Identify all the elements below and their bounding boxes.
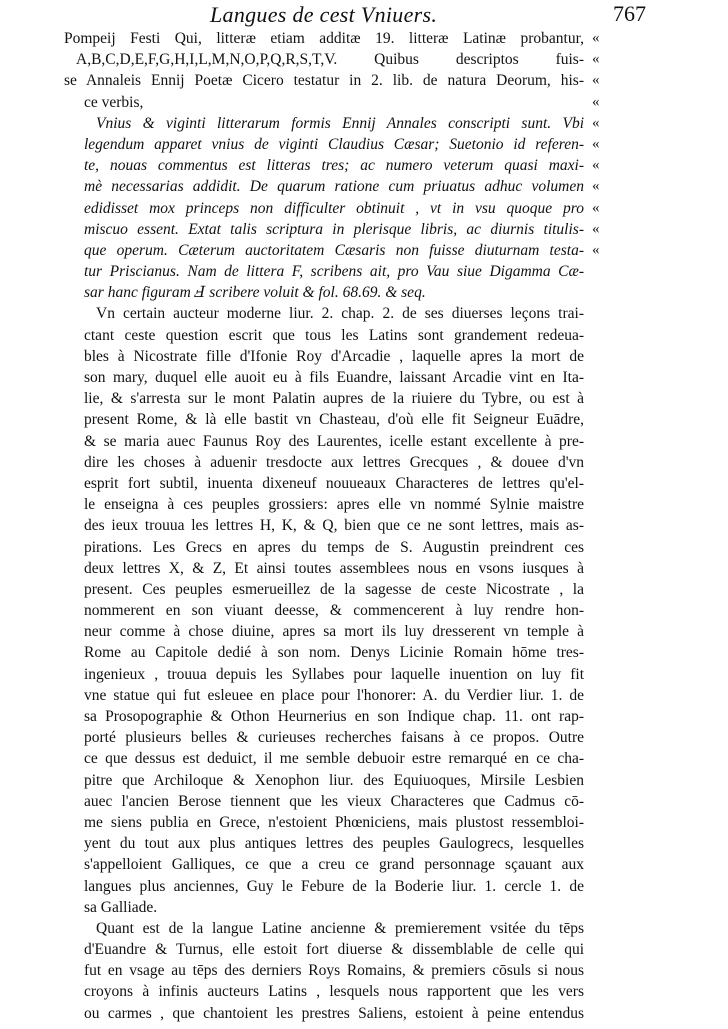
margin-mark: « bbox=[592, 241, 600, 258]
text-line: pirations. Les Grecs en apres du temps de S. Augustin preindrent ces bbox=[84, 538, 584, 556]
text-line: A,B,C,D,E,F,G,H,I,L,M,N,O,P,Q,R,S,T,V. Quibus descriptos fuis- bbox=[76, 51, 584, 69]
text-line: yent du tout aux plus antiques lettres des peuples Gaulogrecs, lesquelles bbox=[84, 835, 584, 853]
margin-mark: « bbox=[592, 114, 600, 131]
margin-mark: « bbox=[592, 220, 600, 237]
margin-mark: « bbox=[592, 72, 600, 89]
text-line: fut en vsage au tēps des derniers Roys Romains, & premiers cōsuls si nous bbox=[84, 962, 584, 980]
text-line: auec l'ancien Berose tiennent que les vieux Characteres que Cadmus cō- bbox=[84, 792, 584, 810]
text-line: que operum. Cæterum auctoritatem Cæsaris non fuisse diuturnam testa- bbox=[84, 241, 584, 259]
text-line: ingenieux , trouua depuis les Syllabes pour laquelle inuention on luy fit bbox=[84, 665, 584, 683]
text-line: Quant est de la langue Latine ancienne & premierement vsitée du tēps bbox=[96, 919, 584, 937]
margin-mark: « bbox=[592, 93, 600, 110]
margin-mark: « bbox=[592, 135, 600, 152]
text-line: nommerent en son viuant deesse, & commencerent à luy rendre hon- bbox=[84, 602, 584, 620]
text-line: vne statue qui fut esleuee en place pour l'honorer: A. du Verdier liur. 1. de bbox=[84, 686, 584, 704]
text-line: te, nouas commentus est litteras tres; ac numero veterum quasi maxi- bbox=[84, 157, 584, 175]
text-line: ctant ceste question escrit que tous les Latins sont grandement redeua- bbox=[84, 326, 584, 344]
text-line: ce verbis, bbox=[84, 93, 144, 111]
page-number: 767 bbox=[613, 1, 646, 26]
text-line: Vn certain aucteur moderne liur. 2. chap. 2. de ses diuerses leçons trai- bbox=[96, 305, 584, 323]
text-line: langues plus anciennes, Guy le Febure de la Boderie liur. 1. cercle 1. de bbox=[84, 877, 584, 895]
text-line: porté plusieurs belles & curieuses recherches faisans à ce propos. Outre bbox=[84, 729, 584, 747]
text-line: edidisset mox princeps non difficulter obtinuit , vt in vsu quoque pro bbox=[84, 199, 584, 217]
text-line: son mary, duquel elle auoit eu à fils Euandre, laissant Arcadie vint en Ita- bbox=[84, 369, 584, 386]
text-line: se Annaleis Ennij Poetæ Cicero testatur in 2. lib. de natura Deorum, his- bbox=[64, 72, 584, 90]
text-column bbox=[64, 28, 584, 1024]
text-line: Pompeij Festi Qui, litteræ etiam additæ 19. litteræ Latinæ probantur, bbox=[64, 30, 584, 47]
text-line: sa Prosopographie & Othon Heurnerius en son Indique chap. 11. ont rap- bbox=[84, 708, 584, 725]
text-line: miscuo essent. Extat talis scriptura in plerisque libris, ac diurnis titulis- bbox=[84, 220, 584, 238]
text-line: present Rome, & là elle bastit vn Chasteau, d'où elle fit Seigneur Euādre, bbox=[84, 411, 584, 429]
text-line: pitre que Archiloque & Xenophon liur. des Equiuoques, Mirsile Lesbien bbox=[84, 771, 584, 789]
text-line: le enseigna à ces peuples grossiers: apres elle vn nommé Sylnie maistre bbox=[84, 496, 584, 514]
margin-mark: « bbox=[592, 30, 600, 46]
margin-mark: « bbox=[592, 178, 600, 195]
text-line: sar hanc figuram Ⅎ scribere voluit & fol. 68.69. & seq. bbox=[84, 284, 426, 302]
text-line: neur comme à chose diuine, apres sa mort ils luy dresserent vn temple à bbox=[84, 623, 584, 641]
text-line: Vnius & viginti litterarum formis Ennij Annales conscripti sunt. Vbi bbox=[96, 114, 584, 132]
text-line: ou carmes , que chantoient les prestres Saliens, estoient à peine entendus bbox=[84, 1004, 584, 1022]
text-line: me siens publia en Grece, n'estoient Phœniciens, mais plustost ressembloi- bbox=[84, 813, 584, 831]
running-head: Langues de cest Vniuers. bbox=[210, 2, 438, 27]
text-line: legendum apparet vnius de viginti Claudius Cæsar; Suetonio id referen- bbox=[84, 135, 584, 153]
text-line: croyons à infinis aucteurs Latins , lesquels nous rapportent que les vers bbox=[84, 983, 584, 1001]
text-line: lie, & s'arresta sur le mont Palatin aupres de la riuiere du Tybre, ou est à bbox=[84, 390, 584, 408]
margin-quotation-marks bbox=[592, 28, 612, 261]
margin-mark: « bbox=[592, 157, 600, 174]
text-line: esprit fort subtil, inuenta dixeneuf nouueaux Characteres de lettres qu'el- bbox=[84, 474, 584, 492]
text-line: sa Galliade. bbox=[84, 898, 158, 916]
text-line: tur Priscianus. Nam de littera F, scribens ait, pro Vau siue Digamma Cæ- bbox=[84, 263, 584, 281]
margin-mark: « bbox=[592, 51, 600, 68]
text-line: ce que dessus est deduict, il me semble debuoir estre remarqué en ce cha- bbox=[84, 750, 584, 768]
text-line: & se maria auec Faunus Roy des Laurentes, icelle estant excellente à pre- bbox=[84, 432, 584, 450]
text-line: des ieux trouua les lettres H, K, & Q, bien que ce ne sont lettres, mais as- bbox=[84, 517, 584, 535]
text-line: dire les choses à aduenir tresdocte aux lettres Grecques , & douee d'vn bbox=[84, 453, 584, 471]
text-line: present. Ces peuples esmerueillez de la sagesse de ceste Nicostrate , la bbox=[84, 580, 584, 598]
text-line: mè necessarias addidit. De quarum ratione cum priuatus adhuc volumen bbox=[84, 178, 584, 196]
text-line: d'Euandre & Turnus, elle estoit fort diuerse & dissemblable de celle qui bbox=[84, 941, 584, 959]
text-line: Rome au Capitole dedié à son nom. Denys Licinie Romain hōme tres- bbox=[84, 644, 584, 662]
text-line: deux lettres X, & Z, Et ainsi toutes assemblees nous en vsons iusques à bbox=[84, 559, 584, 577]
margin-mark: « bbox=[592, 199, 600, 216]
text-line: s'appelloient Galliques, ce que a creu ce grand personnage sçauant aux bbox=[84, 856, 584, 874]
text-line: bles à Nicostrate fille d'Ifonie Roy d'Arcadie , laquelle apres la mort de bbox=[84, 347, 584, 365]
